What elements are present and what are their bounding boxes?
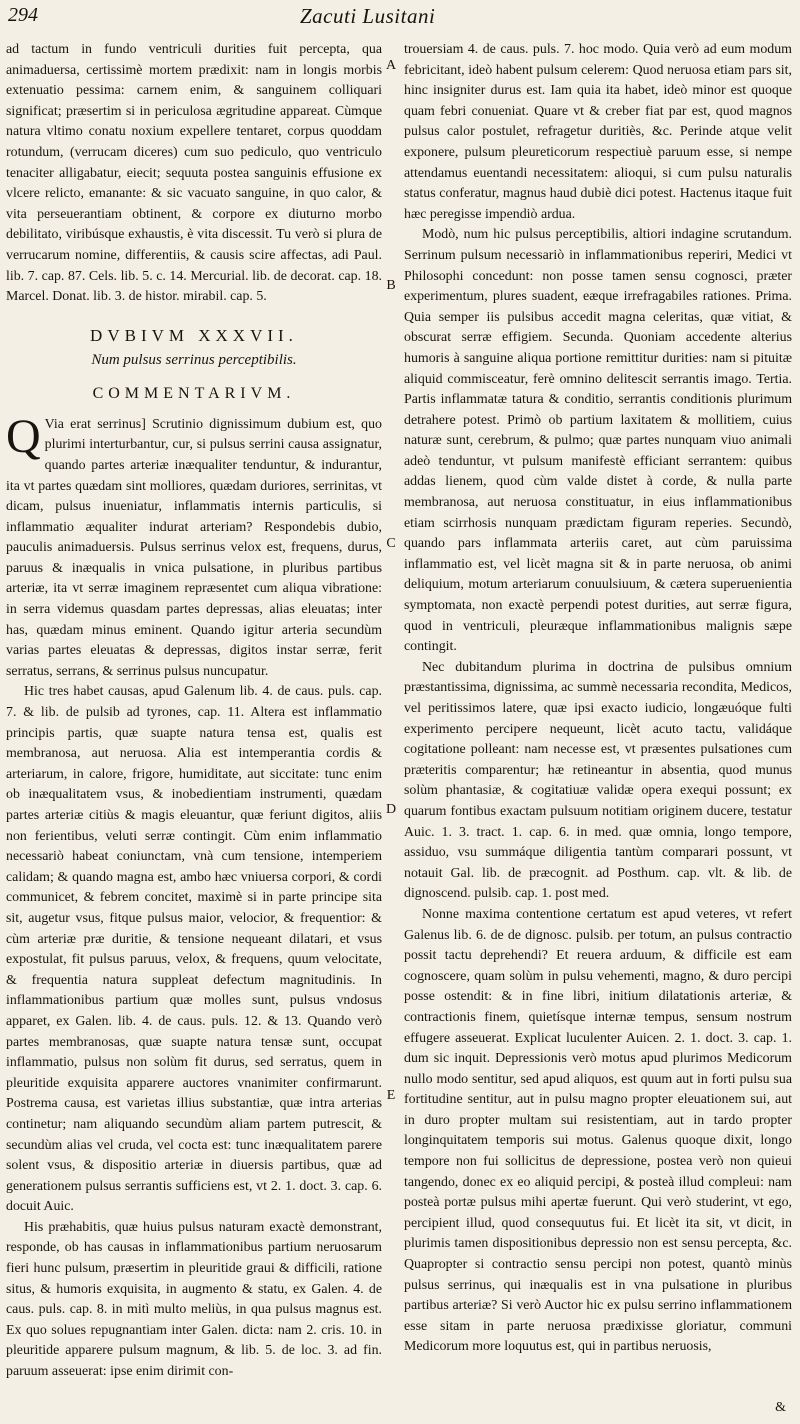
- running-title: Zacuti Lusitani: [300, 4, 436, 28]
- left-paragraph-4: His præhabitis, quæ huius pulsus naturam exactè demonstrant, responde, ob has causas in inflammationibus partium neruosarum fieri hunc pulsum, præsertim in pleuritide graui & difficili, ratione situs, & humoris exquisita, in augmento & statu, ex Galen. 4. de caus. puls. cap. 8. in mitì multo meliùs, in qua pulsus magnus est. Ex quo solues repugnantiam inter Galen. dicta: nam 2. cris. 10. in pleuritide apparere pulsum magnum, & lib. 5. de loc. 3. ad fin. paruum asseuerat: ipse enim dirimit con-: [6, 1219, 382, 1380]
- margin-letter-d: D: [385, 802, 397, 817]
- dubium-subtitle: Num pulsus serrinus perceptibilis.: [91, 351, 297, 368]
- left-column: [6, 40, 382, 1410]
- margin-letter-c: C: [386, 536, 396, 551]
- dubium-heading: DVBIVM XXXVII.: [90, 325, 298, 345]
- margin-letter-b: B: [386, 278, 396, 293]
- margin-letter-e: E: [386, 1088, 396, 1103]
- margin-letter-a: A: [385, 58, 397, 73]
- right-paragraph-2: Modò, num hic pulsus perceptibilis, altiori indagine scrutandum. Serrinum pulsum necessariò in inflammationibus reperiri, Medici vt Philosophi concedunt: non posse tamen sensu cognosci, præter experimentum, plures suadent, eæque irrefragabiles rationes. Prima. Quia semper iis pulsibus accedit magna celeritas, quæ vitiat, & obscurat serræ effigiem. Secunda. Quoniam accedente alterius humoris à sanguine aliqua portione remittitur durities: nam si pituitæ aliquid commisceatur, ferè omnino delitescit serrantis imago. Tertia. Partis inflammatæ tatura & conditio, serrantis conditionis plurimum detrahere potest. Primò ob partium laxitatem & mollitiem, cuius naturæ sunt, cerebrum, & pulmo; quæ partes nunquam viuo animali adeò tenduntur, vt pulsum manifestè efficiant serrantem: quibus addas lienem, quod cùm valde distet à corde, & nulla parte membranosa, aut neruosa constituatur, in eius inflammationibus etiam scirrhosis nunquam prædictam figuram reperies. Secundò, quando pars inflammata arteriis caret, aut cùm paruissima inflammatio est, vel licèt magna sit & in parte neruosa, ob animi deliquium, motum arteriarum conuulsiuum, & cætera superuenientia symptomata, non exactè perpendi potest durities, aut serræ figura, quod in ventriculi, pleuræque inflammationibus malignis sæpe contingit.: [404, 227, 792, 655]
- left-paragraph-1: ad tactum in fundo ventriculi durities fuit percepta, qua animaduersa, certissimè mortem prædixit: nam in longis morbis extenuatio pessima: carnem enim, & sanguinem colliquari significat; præsertim si in periculosa ægritudine appareat. Cùmque natura vltimo conatu noxium expellere tentaret, corpus quoddam rotundum, (verrucam diceres) cum suo pediculo, quo ventriculo tenaciter alligabatur, eiecit; sequuta postea sanguinis effusione ex vlcere relicto, emanante: & sic vacuato sanguine, in quo calor, & vita perseuerantiam obtinent, & corpore ex diuturno morbo debilitato, viribúsque exhaustis, è vita discessit. Tu verò si plura de verrucarum nomine, differentiis, & causis scire affectas, adi Paul. lib. 7. cap. 87. Cels. lib. 5. c. 14. Mercurial. lib. de decorat. cap. 18. Marcel. Donat. lib. 3. de histor. mirabil. cap. 5.: [6, 42, 382, 305]
- page-header: [0, 4, 800, 34]
- right-column: [404, 40, 792, 1410]
- right-paragraph-1: trouersiam 4. de caus. puls. 7. hoc modo. Quia verò ad eum modum febricitant, ideò habent pulsum celerem: Quod neruosa etiam pars sit, hinc insigniter durus est. Iam quia ita habet, ideò minor est quoque quam febri conueniat. Quare vt & creber fiat par est, quod magnos pulsus calor postulet, refragetur duritiès, &c. Perinde atque velit exponere, pulsum pleureticorum respectiuè paruum esse, si nempe attendamus euentandi necessitatem: alioqui, si cum pulsu naturalis status conferatur, magnus haud dubiè dici potest. Hactenus itaque fuit hæc peregisse impendiò ardua.: [404, 42, 792, 222]
- left-paragraph-2: Via erat serrinus] Scrutinio dignissimum dubium est, quo plurimi interturbantur, cur, si pulsus serrini causa assignatur, quando partes arteriæ inæqualiter tenduntur, & indurantur, ita vt partes quædam sint molliores, quædam duriores, serrinitas, vt dicam, pulsus inueniatur, inflammatis internis particulis, si inflammatio æqualiter indurat arteriam? Respondebis dubio, pauculis animaduersis. Pulsus serrinus velox est, frequens, durus, paruus & inæqualis in vnica pulsatione, in pluribus partibus arteriæ, ita vt serræ imaginem repræsentet cum aliqua vibratione: in serra videmus quasdam partes depressas, alias eleuatas; inter has, quædam minus eminent. Quando igitur arteria secundùm varias partes eleuatas & depressas, digitos instar serræ, ferit serratus, serrans, & serrinus pulsus nuncupatur.: [6, 416, 382, 679]
- right-paragraph-4: Nonne maxima contentione certatum est apud veteres, vt refert Galenus lib. 6. de de dignosc. pulsib. per totum, an pulsus contractio possit tactu deprehendi? Et reuera arduum, & difficile est eam cognoscere, quam solùm in pulsu vehementi, magno, & duro percipi posse ostendit: & in fine libri, initium dilatationis arteriæ, & contractionis finem, quietísque internæ tempus, sensum nostrum effugere asseuerat. Explicat luculenter Auicen. 2. 1. doct. 3. cap. 1. dum sic inquit. Depressionis verò motus apud plurimos Medicorum nullo modo sentitur, sed apud aliquos, est quum aut in forti pulsu sua fortitudine sentitur, aut in pulsu magno propter eleuationem sui, aut in duro propter multam sui resistentiam, aut in tardo propter longinquitatem temporis sui motus. Galenus quoque dixit, longo tempore non fui sollicitus de depressione, postea verò non quieui tangendo, donec ex eo aliquid percipi, & posteà illud compleui: nam posteà portæ pulsus mihi apertæ fuerunt. Qui verò studerint, vt ego, percipient illud, quod consequutus fui. Et licèt ita sit, vt dicit, in plurimis tamen dispositionibus depressio non est sensu percepta, &c. Quapropter si contractio sensu percipi non potest, quantò minùs pulsus serrinus, qui inæqualis est in vna pulsatione in pluribus partibus arteriæ? Si verò Auctor hic ex pulsu serrino inflammationem esse sitam in parte neruosa prædixisse gloriatur, communi Medicorum more loquutus est, qui in partibus neruosis,: [404, 906, 792, 1355]
- commentary-opening: [6, 409, 382, 683]
- right-paragraph-3: Nec dubitandum plurima in doctrina de pulsibus omnium præstantissima, dignissima, ac summè necessaria recondita, Medicos, vel peritissimos latere, quæ ipsi exacto iudicio, longæuóque fulti experimento percipere nequeunt, licèt acuto tactu, validáque cogitatione polleant: nam necesse est, vt præsentes pulsationes cum præteritis comparentur; hæ retineantur in absentia, quod munus solùm phantasiæ, & cogitatiuæ validæ opera exequi possunt; ex quarum fontibus exactam pulsuum notitiam originem ducere, testatur Auic. 1. 3. tract. 1. cap. 6. in med. quæ omnia, longo tempore, assiduo, vsu summáque diligentia tantùm comparari possunt, vt notauit Gal. lib. de præcognit. ad Posthum. cap. vlt. & lib. de dignoscend. pulsib. cap. 1. post med.: [404, 659, 792, 902]
- dropcap-initial: Q: [6, 409, 41, 463]
- commentarium-heading: COMMENTARIVM.: [92, 384, 296, 402]
- page-number: 294: [8, 4, 38, 26]
- left-paragraph-3: Hic tres habet causas, apud Galenum lib. 4. de caus. puls. cap. 7. & lib. de pulsib ad tyrones, cap. 11. Altera est inflammatio principis partis, quæ suapte natura tensa est, qualis est membranosa, aut neruosa. Alia est intemperantia cordis & arteriarum, in calore, frigore, humiditate, aut siccitate: tunc enim ob inæqualitatem vsus, & inobedientiam instrumenti, quædam partes arteriæ citiùs & magis eleuantur, quæ feriunt digitos, aliis non ferientibus, veluti serræ contingit. Cùm enim inflammatio necessariò habeat coniunctam, vnà cum tensione, intemperiem calidam; & quando magna est, ambo hæc vniuersa corpori, & cordi communicet, & febrem concitet, maximè si in parte principe sita sit, augetur vsus, fitque pulsus maior, velocior, & frequentior: & cùm arteriæ præ duritie, & tensione nequeant dilatari, et vsus expostulat, fit pulsus paruus, velox, & frequens, quum velocitate, & frequentia natura suppleat defectum magnitudinis. In inflammationibus partium quæ molles sunt, pulsus vndosus apparet, ex Galen. lib. 4. de caus. puls. 12. & 13. Quando verò partes membranosas, quæ suapte natura tensæ sunt, occupat inflammatio, pulsus non solùm fit durus, sed serratus, quem in pleuritide exquisita apparere auctores vnanimiter confirmarunt. Postrema causa, est varietas illius substantiæ, quæ intra arterias continetur; nam aliquando secundùm aliam partem putrescit, & secundùm alias vel cruda, vel cocta est: tunc inæqualitatem parere solent vsus, & dispositio arteriæ in diuersis partibus, quæ ad generationem pulsus serrantis sufficiens est, vt 2. 1. doct. 3. cap. 6. docuit Auic.: [6, 684, 382, 1215]
- catchword: &: [775, 1400, 786, 1415]
